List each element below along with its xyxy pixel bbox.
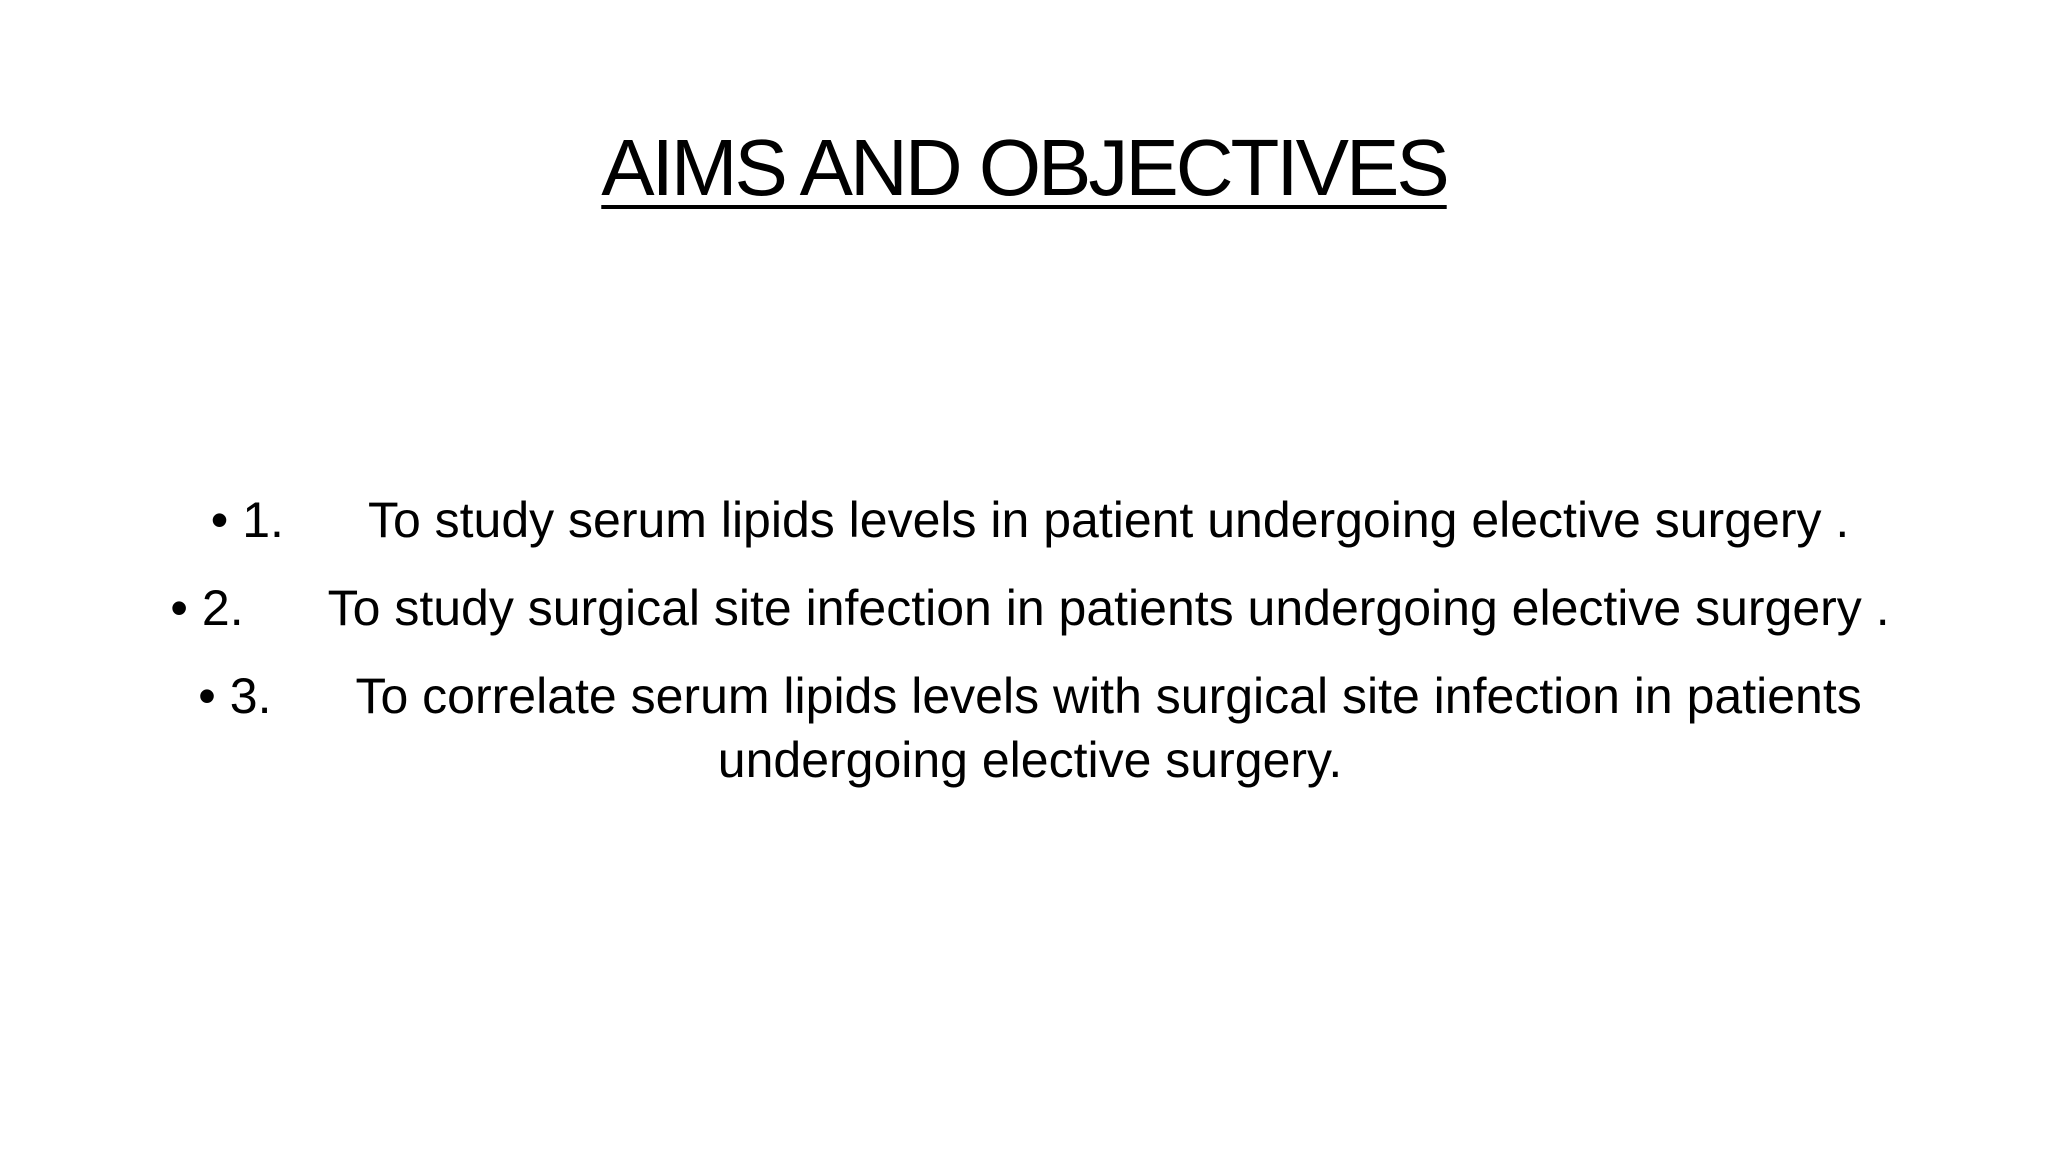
list-item	[170, 664, 1890, 792]
item-number: 3.	[229, 668, 272, 724]
bullet-marker: •	[170, 580, 188, 636]
objectives-list	[170, 488, 1890, 816]
list-item	[170, 488, 1890, 552]
item-text: To study serum lipids levels in patient undergoing elective surgery .	[367, 492, 1850, 548]
bullet-marker: •	[210, 492, 229, 548]
item-number: 2.	[201, 580, 244, 636]
item-text: To study surgical site infection in patients undergoing elective surgery .	[327, 580, 1890, 636]
slide-title-text: AIMS AND OBJECTIVES	[601, 123, 1447, 212]
slide-title	[0, 118, 2048, 218]
list-item	[170, 576, 1890, 640]
item-text: To correlate serum lipids levels with surgical site infection in patients undergoing elective surgery.	[355, 668, 1862, 788]
bullet-marker: •	[198, 668, 216, 724]
item-number: 1.	[242, 492, 284, 548]
